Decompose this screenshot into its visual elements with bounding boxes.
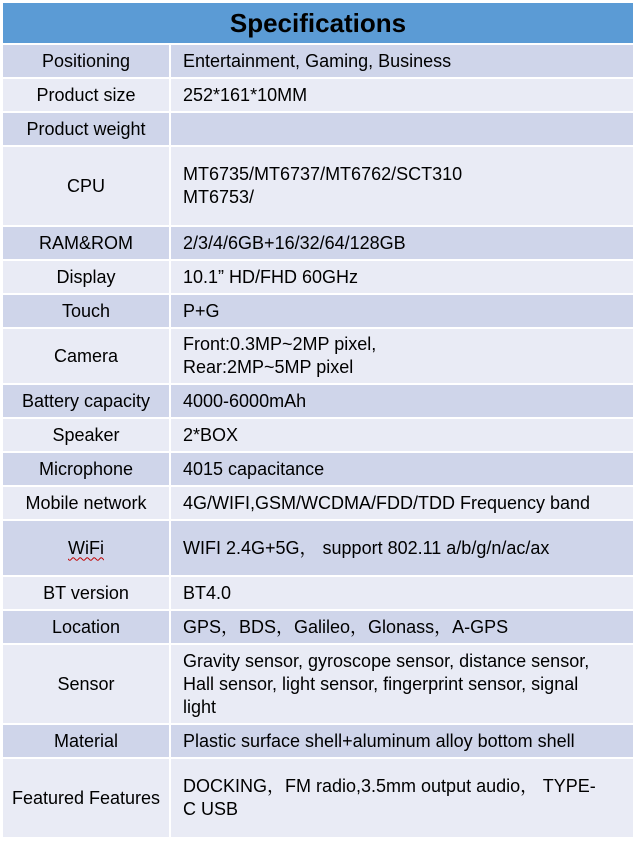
table-row <box>3 79 633 113</box>
spec-value <box>171 227 633 259</box>
specifications-table <box>3 3 633 839</box>
spec-value-line: Gravity sensor, gyroscope sensor, distance sensor, <box>183 650 590 671</box>
table-row <box>3 645 633 725</box>
spec-value-line: 4G/WIFI,GSM/WCDMA/FDD/TDD Frequency band <box>183 492 591 513</box>
spec-label: Display <box>3 261 171 293</box>
spec-label: Product size <box>3 79 171 111</box>
spec-value-line: 2*BOX <box>183 424 239 445</box>
spec-label: Material <box>3 725 171 757</box>
spec-label: Positioning <box>3 45 171 77</box>
spec-value <box>171 79 633 111</box>
table-row <box>3 577 633 611</box>
spec-label: BT version <box>3 577 171 609</box>
spec-value-line: 2/3/4/6GB+16/32/64/128GB <box>183 232 406 253</box>
spec-value <box>171 295 633 327</box>
spec-label: Battery capacity <box>3 385 171 417</box>
spec-value <box>171 113 633 145</box>
spec-value-line: DOCKING，FM radio,3.5mm output audio， TYPE- <box>183 776 596 796</box>
spec-value-line: MT6753/ <box>183 187 255 207</box>
spec-value-line: C USB <box>183 799 239 819</box>
table-title: Specifications <box>3 3 633 45</box>
spec-label: Mobile network <box>3 487 171 519</box>
spec-value-line: 10.1” HD/FHD 60GHz <box>183 266 359 287</box>
table-row <box>3 261 633 295</box>
spec-label: Sensor <box>3 645 171 723</box>
spec-value-line: light <box>183 696 217 717</box>
spec-value <box>171 45 633 77</box>
table-row <box>3 611 633 645</box>
spec-value-line: Entertainment, Gaming, Business <box>183 50 452 71</box>
spec-value <box>171 419 633 451</box>
table-row <box>3 147 633 227</box>
spec-value-line: 4000-6000mAh <box>183 390 307 411</box>
table-row <box>3 295 633 329</box>
spec-label: Featured Features <box>3 759 171 837</box>
spec-value-line: 252*161*10MM <box>183 84 308 105</box>
table-row <box>3 385 633 419</box>
spec-value <box>171 725 633 757</box>
spec-value <box>171 329 633 383</box>
spec-label: Location <box>3 611 171 643</box>
spec-value-line: Hall sensor, light sensor, fingerprint sensor, signal <box>183 673 579 694</box>
spec-value <box>171 759 633 837</box>
table-row <box>3 113 633 147</box>
spec-value <box>171 521 633 575</box>
spec-label: Microphone <box>3 453 171 485</box>
spec-value <box>171 611 633 643</box>
spec-label: Camera <box>3 329 171 383</box>
spec-label: Speaker <box>3 419 171 451</box>
spec-value <box>171 261 633 293</box>
table-body <box>3 45 633 839</box>
spec-value-line: WIFI 2.4G+5G， support 802.11 a/b/g/n/ac/ax <box>183 537 550 558</box>
spec-value-line: 4015 capacitance <box>183 458 325 479</box>
table-row <box>3 453 633 487</box>
spec-value <box>171 453 633 485</box>
spec-value-line: P+G <box>183 300 220 321</box>
spec-value <box>171 385 633 417</box>
spec-label: RAM&ROM <box>3 227 171 259</box>
spec-value-line: MT6735/MT6737/MT6762/SCT310 <box>183 164 463 184</box>
table-row <box>3 419 633 453</box>
spec-value-line: Rear:2MP~5MP pixel <box>183 357 354 377</box>
table-row <box>3 329 633 385</box>
spec-label: CPU <box>3 147 171 225</box>
spec-value-line: Front:0.3MP~2MP pixel, <box>183 334 377 354</box>
table-row <box>3 227 633 261</box>
spec-value <box>171 645 633 723</box>
spec-value-line: GPS，BDS，Galileo，Glonass，A-GPS <box>183 616 509 637</box>
table-row <box>3 45 633 79</box>
spec-label: WiFi <box>3 521 171 575</box>
spec-value-line: Plastic surface shell+aluminum alloy bottom shell <box>183 730 575 751</box>
table-row <box>3 521 633 577</box>
table-row <box>3 487 633 521</box>
table-row <box>3 759 633 839</box>
spec-value <box>171 487 633 519</box>
table-row <box>3 725 633 759</box>
spec-value <box>171 577 633 609</box>
spec-value-line: BT4.0 <box>183 582 232 603</box>
spec-label: Product weight <box>3 113 171 145</box>
spec-value <box>171 147 633 225</box>
spec-label: Touch <box>3 295 171 327</box>
